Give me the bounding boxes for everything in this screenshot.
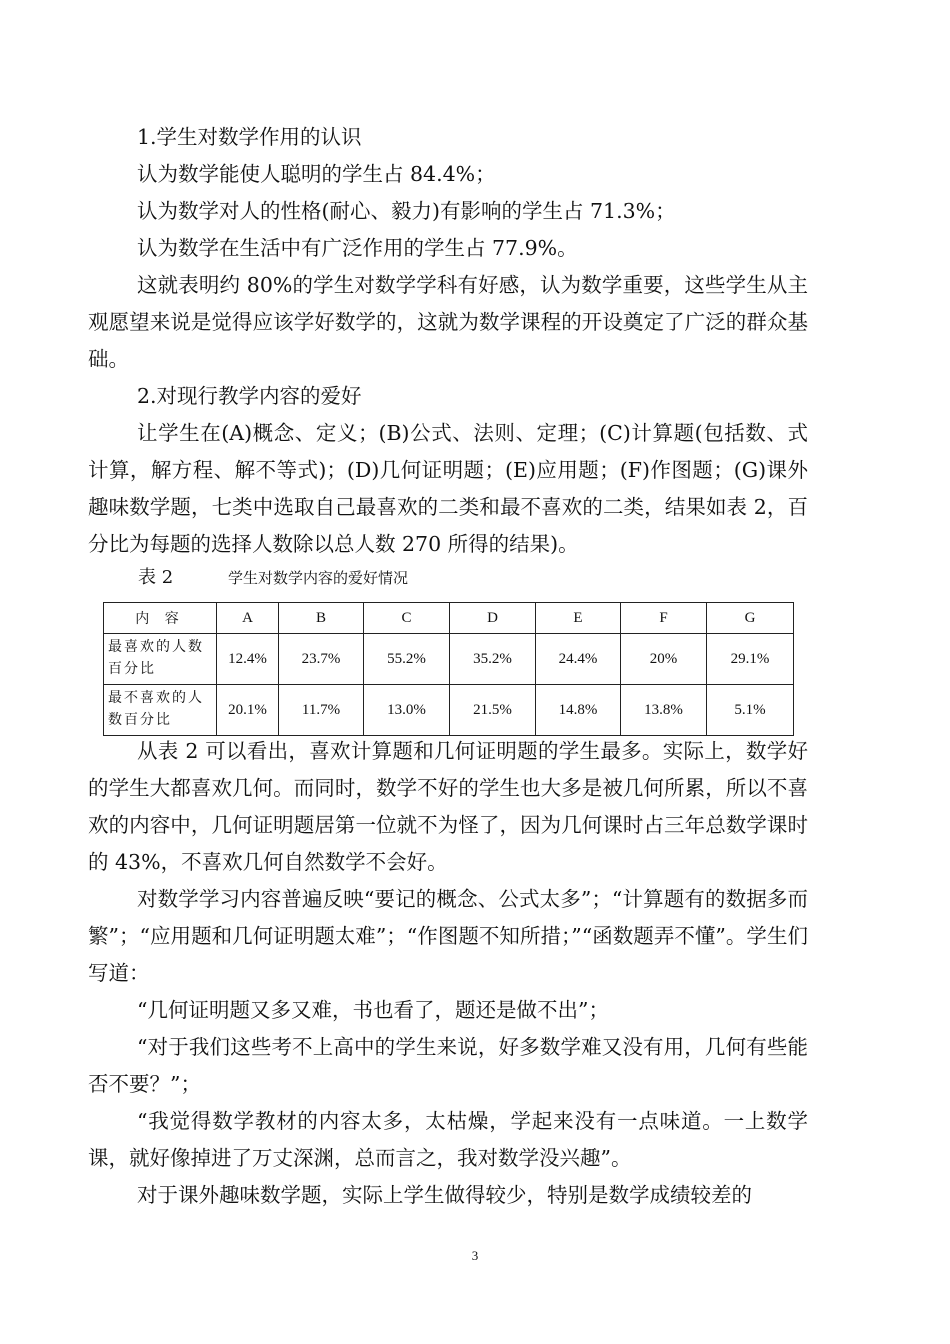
table-caption-title: 学生对数学内容的爱好情况 [228, 569, 409, 587]
table-cell: 55.2% [364, 634, 450, 685]
table-header-row [104, 603, 794, 634]
table-cell: 24.4% [536, 634, 621, 685]
section-1-conclusion: 这就表明约 80%的学生对数学学科有好感，认为数学重要，这些学生从主观愿望来说是觉得应该学好数学的，这就为数学课程的开设奠定了广泛的群众基础。 [88, 273, 808, 371]
section-2-discussion [88, 733, 808, 1214]
section-2-intro: 让学生在(A)概念、定义；(B)公式、法则、定理；(C)计算题(包括数、式计算，解方程、解不等式)；(D)几何证明题；(E)应用题；(F)作图题；(G)课外趣味数学题，七类中选取自己最喜欢的二类和最不喜欢的二类，结果如表 2，百分比为每题的选择人数除以总人数 270 所得的结果)。 [88, 421, 808, 556]
table-column-header: C [364, 603, 450, 634]
table-row-label: 最喜欢的人数百分比 [104, 634, 217, 685]
section-1 [88, 119, 808, 563]
paragraph: 从表 2 可以看出，喜欢计算题和几何证明题的学生最多。实际上，数学好的学生大都喜欢几何。而同时，数学不好的学生也大多是被几何所累，所以不喜欢的内容中，几何证明题居第一位就不为怪了，因为几何课时占三年总数学课时的 43%，不喜欢几何自然数学不会好。 [88, 739, 808, 874]
table-cell: 12.4% [217, 634, 279, 685]
paragraph: 对数学学习内容普遍反映“要记的概念、公式太多”；“计算题有的数据多而繁”；“应用题和几何证明题太难”；“作图题不知所措；”“函数题弄不懂”。学生们写道： [88, 887, 808, 985]
table-corner-label: 内 容 [104, 603, 217, 634]
table-column-header: F [621, 603, 707, 634]
section-1-item: 认为数学能使人聪明的学生占 84.4%； [137, 162, 496, 186]
table-cell: 11.7% [279, 685, 364, 736]
table-cell: 5.1% [707, 685, 794, 736]
section-2-heading: 2.对现行教学内容的爱好 [137, 384, 362, 408]
table-column-header: G [707, 603, 794, 634]
table-column-header: E [536, 603, 621, 634]
table-cell: 35.2% [450, 634, 536, 685]
table-column-header: A [217, 603, 279, 634]
table-cell: 20.1% [217, 685, 279, 736]
quote: “几何证明题又多又难，书也看了，题还是做不出”； [137, 998, 609, 1022]
table-column-header: B [279, 603, 364, 634]
table-row [104, 634, 794, 685]
table-cell: 23.7% [279, 634, 364, 685]
table-column-header: D [450, 603, 536, 634]
table-cell: 21.5% [450, 685, 536, 736]
table-cell: 13.0% [364, 685, 450, 736]
section-1-item: 认为数学对人的性格(耐心、毅力)有影响的学生占 71.3%； [137, 199, 676, 223]
section-1-heading: 1.学生对数学作用的认识 [137, 125, 362, 149]
table-row-label: 最不喜欢的人数百分比 [104, 685, 217, 736]
table-caption-number: 表 2 [138, 567, 174, 588]
page-number: 3 [471, 1248, 479, 1263]
table-cell: 20% [621, 634, 707, 685]
table-row [104, 685, 794, 736]
table-cell: 29.1% [707, 634, 794, 685]
table-caption [138, 567, 408, 589]
quote: “我觉得数学教材的内容太多，太枯燥，学起来没有一点味道。一上数学课，就好像掉进了万丈深渊，总而言之，我对数学没兴趣”。 [88, 1109, 808, 1170]
table-cell: 13.8% [621, 685, 707, 736]
quote: “对于我们这些考不上高中的学生来说，好多数学难又没有用，几何有些能否不要？”； [88, 1035, 808, 1096]
section-1-item: 认为数学在生活中有广泛作用的学生占 77.9%。 [137, 236, 578, 260]
paragraph: 对于课外趣味数学题，实际上学生做得较少，特别是数学成绩较差的 [137, 1183, 752, 1207]
table-cell: 14.8% [536, 685, 621, 736]
preference-table [103, 602, 794, 736]
